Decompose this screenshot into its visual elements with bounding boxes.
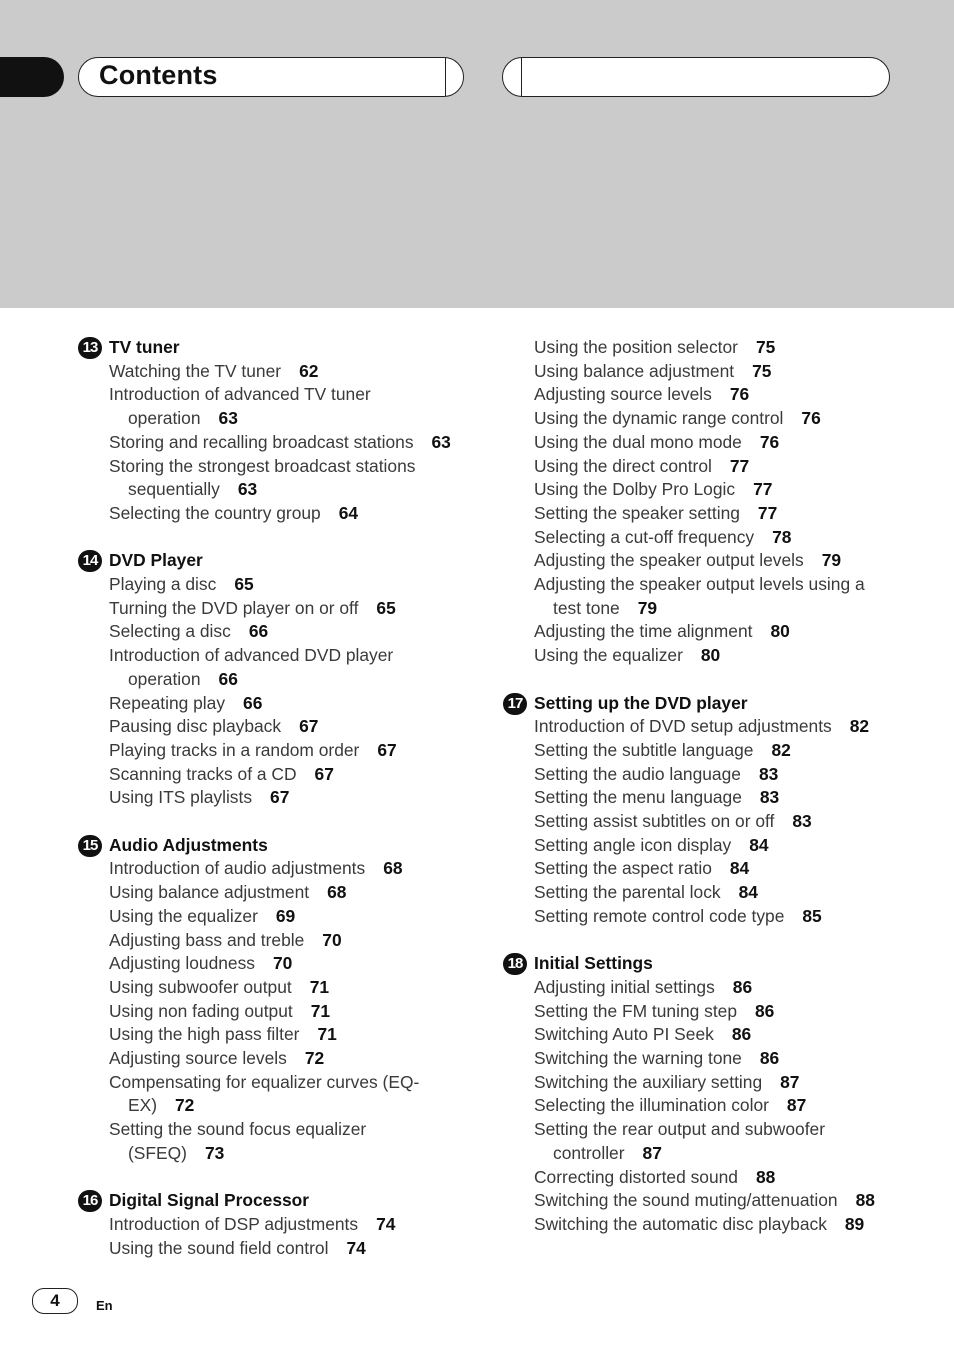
toc-entry[interactable] <box>109 502 498 526</box>
entry-page-number: 80 <box>700 645 721 666</box>
entry-page-number: 78 <box>772 526 792 547</box>
section-number-badge: 14 <box>78 550 102 572</box>
toc-entry[interactable] <box>534 834 943 858</box>
entry-page-number: 86 <box>732 976 753 997</box>
toc-entry[interactable] <box>534 526 943 550</box>
page-title: Contents <box>99 60 218 90</box>
toc-entry[interactable] <box>109 573 498 597</box>
toc-entry[interactable] <box>109 905 498 929</box>
empty-title-box <box>502 57 890 97</box>
entry-text-continuation: controller <box>553 1142 625 1163</box>
toc-entry[interactable] <box>109 715 498 739</box>
entry-text: Switching Auto PI Seek <box>534 1024 714 1045</box>
toc-section <box>78 336 498 526</box>
entry-page-number: 74 <box>346 1237 366 1258</box>
entry-text: Using the Dolby Pro Logic <box>534 479 736 500</box>
section-heading <box>503 952 943 976</box>
section-title[interactable]: DVD Player <box>109 550 203 571</box>
entry-page-number: 87 <box>786 1095 807 1116</box>
entry-page-number: 87 <box>780 1071 800 1092</box>
toc-entry[interactable] <box>534 763 943 787</box>
toc-entry[interactable] <box>109 739 498 763</box>
entry-page-number: 85 <box>802 905 822 926</box>
entry-page-number: 84 <box>749 834 769 855</box>
toc-entry[interactable] <box>534 502 943 526</box>
entry-page-number: 79 <box>637 597 658 618</box>
section-number-badge: 13 <box>78 337 102 359</box>
entry-page-number: 76 <box>801 408 821 429</box>
entry-text-continued <box>109 668 498 692</box>
toc-entry[interactable] <box>534 715 943 739</box>
section-number-badge: 15 <box>78 835 102 857</box>
language-label: En <box>96 1298 113 1313</box>
entry-page-number: 70 <box>322 929 342 950</box>
toc-section <box>503 336 943 668</box>
entry-text: Selecting the illumination color <box>534 1095 769 1116</box>
section-number-badge: 16 <box>78 1190 102 1212</box>
entry-text: Turning the DVD player on or off <box>109 597 359 618</box>
entry-page-number: 63 <box>237 479 258 500</box>
entry-page-number: 66 <box>248 621 269 642</box>
toc-entry[interactable] <box>109 857 498 881</box>
toc-entry[interactable] <box>534 1189 943 1213</box>
entry-text: Setting the FM tuning step <box>534 1000 738 1021</box>
entry-text-continuation: test tone <box>553 597 620 618</box>
entry-page-number: 63 <box>431 431 451 452</box>
entry-text: Introduction of advanced TV tuner <box>109 384 371 405</box>
toc-entry[interactable] <box>109 1213 498 1237</box>
entry-page-number: 86 <box>759 1048 780 1069</box>
toc-entry[interactable] <box>534 360 943 384</box>
toc-entry[interactable] <box>534 905 943 929</box>
entry-text: Adjusting source levels <box>109 1048 287 1069</box>
toc-entry[interactable] <box>534 976 943 1000</box>
entry-text-continuation: operation <box>128 668 201 689</box>
entry-text-continuation: (SFEQ) <box>128 1142 187 1163</box>
entry-text: Using the dynamic range control <box>534 408 784 429</box>
entry-text: Adjusting bass and treble <box>109 929 305 950</box>
entry-page-number: 86 <box>731 1024 752 1045</box>
entry-text: Using subwoofer output <box>109 976 292 997</box>
entry-page-number: 67 <box>314 763 334 784</box>
entry-text: Watching the TV tuner <box>109 360 282 381</box>
entry-page-number: 87 <box>642 1142 662 1163</box>
entry-page-number: 67 <box>270 787 290 808</box>
entry-text: Setting assist subtitles on or off <box>534 811 775 832</box>
section-heading <box>78 549 498 573</box>
toc-section <box>503 952 943 1236</box>
toc-entry[interactable] <box>109 455 498 502</box>
entry-text-continuation: sequentially <box>128 479 220 500</box>
toc-entry[interactable] <box>534 810 943 834</box>
entry-text: Introduction of DVD setup adjustments <box>534 716 832 737</box>
entry-page-number: 65 <box>376 597 396 618</box>
entry-text: Using the position selector <box>534 337 738 357</box>
toc-section <box>78 1189 498 1260</box>
toc-entry[interactable] <box>534 739 943 763</box>
entry-page-number: 75 <box>752 360 772 381</box>
entry-text: Compensating for equalizer curves (EQ- <box>109 1071 420 1092</box>
toc-left-column <box>78 336 498 1284</box>
section-title[interactable]: Initial Settings <box>534 953 653 974</box>
entry-page-number: 71 <box>317 1024 337 1045</box>
entry-page-number: 84 <box>738 882 758 903</box>
entry-page-number: 69 <box>275 905 296 926</box>
toc-section <box>503 692 943 929</box>
entry-page-number: 82 <box>849 716 870 737</box>
entry-page-number: 72 <box>304 1048 325 1069</box>
title-box-divider <box>445 58 446 96</box>
toc-entry[interactable] <box>534 1047 943 1071</box>
entry-text: Setting the rear output and subwoofer <box>534 1119 826 1140</box>
entry-page-number: 83 <box>792 811 812 832</box>
entry-page-number: 88 <box>855 1190 875 1211</box>
entry-text: Using the equalizer <box>534 645 683 666</box>
toc-entry[interactable] <box>534 431 943 455</box>
entry-text: Adjusting the speaker output levels <box>534 550 804 571</box>
entry-page-number: 86 <box>755 1000 775 1021</box>
page-number-badge: 4 <box>32 1288 78 1314</box>
section-title[interactable]: TV tuner <box>109 337 180 357</box>
toc-entry[interactable] <box>109 1000 498 1024</box>
toc-entry[interactable] <box>534 383 943 407</box>
entry-text: Introduction of DSP adjustments <box>109 1213 359 1234</box>
toc-entry[interactable] <box>109 1237 498 1261</box>
entry-page-number: 66 <box>243 692 263 713</box>
entry-text: Switching the sound muting/attenuation <box>534 1190 838 1211</box>
toc-entry[interactable] <box>534 1166 943 1190</box>
entry-text: Switching the warning tone <box>534 1048 742 1069</box>
entry-page-number: 62 <box>299 360 319 381</box>
toc-entry[interactable] <box>109 786 498 810</box>
entry-text: Switching the auxiliary setting <box>534 1071 763 1092</box>
entry-text-continued <box>109 407 498 431</box>
section-number-badge: 18 <box>503 953 527 975</box>
header-band <box>0 0 954 308</box>
entry-page-number: 74 <box>376 1213 396 1234</box>
toc-entry[interactable] <box>534 549 943 573</box>
toc-entry[interactable] <box>534 455 943 479</box>
entry-text: Adjusting the speaker output levels using a <box>534 574 865 595</box>
toc-entry[interactable] <box>534 478 943 502</box>
toc-entry[interactable] <box>109 763 498 787</box>
section-title[interactable]: Setting up the DVD player <box>534 692 748 713</box>
entry-page-number: 71 <box>310 1000 331 1021</box>
entry-page-number: 89 <box>844 1213 865 1234</box>
entry-text: Selecting a disc <box>109 621 231 642</box>
entry-text: Setting the speaker setting <box>534 502 740 523</box>
empty-box-divider <box>521 58 522 96</box>
entry-text: Adjusting source levels <box>534 384 712 405</box>
toc-entry[interactable] <box>109 644 498 691</box>
entry-page-number: 88 <box>755 1166 776 1187</box>
toc-entry[interactable] <box>534 1000 943 1024</box>
entry-text: Using the high pass filter <box>109 1024 300 1045</box>
toc-entry[interactable] <box>534 1094 943 1118</box>
toc-entry[interactable] <box>109 383 498 430</box>
section-heading <box>78 834 498 858</box>
entry-text: Selecting the country group <box>109 502 321 523</box>
entry-page-number: 65 <box>234 573 254 594</box>
toc-entry[interactable] <box>534 1023 943 1047</box>
entry-text-continued <box>534 597 943 621</box>
entry-page-number: 77 <box>753 479 773 500</box>
entry-text: Setting the sound focus equalizer <box>109 1119 367 1140</box>
entry-page-number: 77 <box>729 455 750 476</box>
entry-text: Setting the aspect ratio <box>534 858 712 879</box>
toc-entry[interactable] <box>534 407 943 431</box>
entry-text: Introduction of audio adjustments <box>109 858 366 879</box>
entry-text: Correcting distorted sound <box>534 1166 738 1187</box>
entry-text: Adjusting loudness <box>109 953 255 974</box>
entry-text: Playing tracks in a random order <box>109 739 360 760</box>
entry-text-continued <box>109 478 498 502</box>
entry-text: Using non fading output <box>109 1000 293 1021</box>
toc-entry[interactable] <box>109 952 498 976</box>
toc-entry[interactable] <box>534 786 943 810</box>
toc-entry[interactable] <box>534 573 943 620</box>
toc-entry[interactable] <box>534 1213 943 1237</box>
entry-page-number: 77 <box>757 502 778 523</box>
entry-text: Using the dual mono mode <box>534 431 742 452</box>
entry-text: Repeating play <box>109 692 226 713</box>
entry-page-number: 76 <box>729 384 750 405</box>
entry-page-number: 75 <box>755 337 776 357</box>
toc-entry[interactable] <box>534 1118 943 1165</box>
entry-page-number: 67 <box>299 716 319 737</box>
toc-entry[interactable] <box>109 692 498 716</box>
entry-text: Setting the parental lock <box>534 882 721 903</box>
entry-page-number: 80 <box>770 621 790 642</box>
entry-page-number: 79 <box>821 550 842 571</box>
toc-entry[interactable] <box>534 881 943 905</box>
entry-page-number: 63 <box>218 408 238 429</box>
entry-page-number: 64 <box>338 502 359 523</box>
toc-entry[interactable] <box>109 360 498 384</box>
entry-page-number: 67 <box>377 739 397 760</box>
entry-text: Setting angle icon display <box>534 834 732 855</box>
entry-text: Setting remote control code type <box>534 905 785 926</box>
entry-page-number: 84 <box>729 858 750 879</box>
toc-entry[interactable] <box>534 336 943 360</box>
entry-text: Using the equalizer <box>109 905 258 926</box>
entry-text: Using ITS playlists <box>109 787 253 808</box>
entry-text: Introduction of advanced DVD player <box>109 645 394 666</box>
entry-text: Setting the audio language <box>534 763 741 784</box>
toc-entry[interactable] <box>109 597 498 621</box>
entry-text: Storing and recalling broadcast stations <box>109 431 414 452</box>
entry-text-continuation: EX) <box>128 1095 157 1116</box>
entry-text: Pausing disc playback <box>109 716 282 737</box>
entry-text: Storing the strongest broadcast stations <box>109 455 416 476</box>
entry-text-continuation: operation <box>128 408 201 429</box>
entry-text: Using the sound field control <box>109 1237 329 1258</box>
section-heading <box>78 1189 498 1213</box>
toc-entry[interactable] <box>109 929 498 953</box>
section-tab-marker <box>0 57 64 97</box>
entry-text-continued <box>109 1094 498 1118</box>
toc-entry[interactable] <box>109 1071 498 1118</box>
toc-entry[interactable] <box>109 1118 498 1165</box>
title-box <box>78 57 464 97</box>
entry-page-number: 72 <box>175 1095 195 1116</box>
section-number-badge: 17 <box>503 693 527 715</box>
entry-text: Switching the automatic disc playback <box>534 1213 827 1234</box>
toc-entry[interactable] <box>109 1047 498 1071</box>
entry-text: Using the direct control <box>534 455 712 476</box>
entry-text: Setting the subtitle language <box>534 739 754 760</box>
toc-section <box>78 834 498 1166</box>
entry-page-number: 83 <box>758 763 779 784</box>
entry-page-number: 68 <box>327 882 347 903</box>
entry-page-number: 71 <box>309 976 330 997</box>
entry-text: Adjusting the time alignment <box>534 621 753 642</box>
entry-text: Adjusting initial settings <box>534 976 715 997</box>
toc-entry[interactable] <box>109 431 498 455</box>
entry-text-continued <box>109 1142 498 1166</box>
section-title[interactable]: Digital Signal Processor <box>109 1190 310 1211</box>
toc-entry[interactable] <box>534 1071 943 1095</box>
entry-text: Selecting a cut-off frequency <box>534 526 755 547</box>
toc-entry[interactable] <box>534 857 943 881</box>
section-heading <box>78 336 498 360</box>
toc-entry[interactable] <box>109 881 498 905</box>
toc-entry[interactable] <box>109 976 498 1000</box>
entry-text: Using balance adjustment <box>109 882 310 903</box>
entry-text-continued <box>534 1142 943 1166</box>
entry-page-number: 66 <box>218 668 238 689</box>
section-heading <box>503 692 943 716</box>
entry-text: Setting the menu language <box>534 787 742 808</box>
entry-page-number: 68 <box>383 858 403 879</box>
entry-text: Scanning tracks of a CD <box>109 763 297 784</box>
entry-page-number: 82 <box>771 739 791 760</box>
entry-page-number: 70 <box>273 953 293 974</box>
toc-entry[interactable] <box>534 620 943 644</box>
entry-text: Playing a disc <box>109 573 217 594</box>
entry-page-number: 83 <box>759 787 780 808</box>
toc-entry[interactable] <box>534 644 943 668</box>
section-title[interactable]: Audio Adjustments <box>109 834 268 855</box>
toc-section <box>78 549 498 810</box>
toc-entry[interactable] <box>109 1023 498 1047</box>
entry-page-number: 76 <box>759 431 780 452</box>
entry-page-number: 73 <box>204 1142 225 1163</box>
toc-entry[interactable] <box>109 620 498 644</box>
toc-right-column <box>503 336 943 1260</box>
entry-text: Using balance adjustment <box>534 360 735 381</box>
